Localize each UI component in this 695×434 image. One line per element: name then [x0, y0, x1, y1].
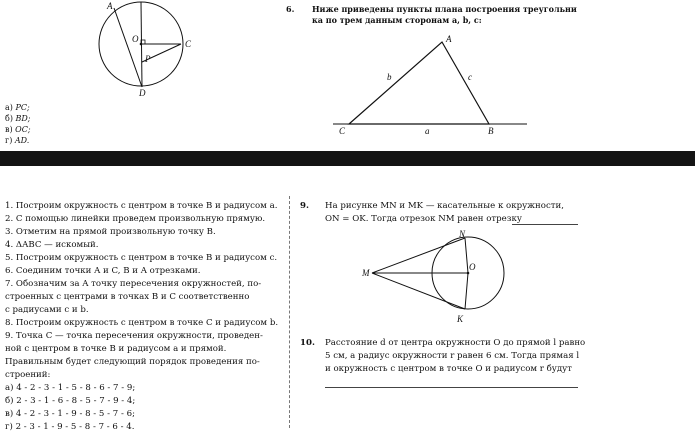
q10-number: 10.: [300, 338, 315, 348]
step-4: 4. ΔABC — искомый.: [5, 240, 99, 250]
tangent-figure: [350, 228, 540, 328]
label-n: N: [459, 229, 466, 239]
label-vertex-b: B: [488, 126, 494, 136]
radius-ok: [465, 273, 468, 309]
tangent-mn: [372, 238, 465, 273]
option-a[interactable]: а) PC;: [5, 103, 30, 112]
divider-band: [0, 151, 695, 166]
step-8: 8. Построим окружность с центром в точке C и радиусом b.: [5, 318, 279, 328]
q9-number: 9.: [300, 201, 309, 211]
step-3: 3. Отметим на прямой произвольную точку B.: [5, 227, 216, 237]
step-1: 1. Построим окружность с центром в точке B и радиусом a.: [5, 201, 278, 211]
order-option-c[interactable]: в) 4 - 2 - 3 - 1 - 9 - 8 - 5 - 7 - 6;: [5, 409, 135, 419]
option-b[interactable]: б) BD;: [5, 114, 31, 123]
label-o-center: O: [469, 262, 476, 272]
label-side-b: b: [387, 72, 392, 82]
q10-text: Расстояние d от центра окружности O до прямой l равно 5 см, а радиус окружности r равен 6 см. Тогда прямая l и окружность с центром в точке O и радиусом r будут: [325, 338, 586, 374]
step-2: 2. С помощью линейки проведем произвольную прямую.: [5, 214, 266, 224]
column-divider: [289, 196, 290, 428]
step-5: 5. Построим окружность с центром в точке B и радиусом c.: [5, 253, 278, 263]
radius-on: [465, 238, 468, 273]
step-7-cont: строенных с центрами в точках B и C соответственно: [5, 292, 250, 302]
label-k: K: [457, 314, 464, 324]
answer-options: [5, 102, 31, 146]
label-m: M: [362, 268, 370, 278]
order-option-b[interactable]: б) 2 - 3 - 1 - 6 - 8 - 5 - 7 - 9 - 4;: [5, 396, 136, 406]
label-side-a: a: [425, 126, 430, 136]
option-d[interactable]: г) AD.: [5, 136, 30, 145]
label-p: P: [145, 54, 151, 64]
construction-steps: [5, 200, 278, 434]
label-vertex-c: C: [339, 126, 346, 136]
label-vertex-a: A: [446, 34, 452, 44]
q9-text: На рисунке MN и MK — касательные к окружности, ON = OK. Тогда отрезок NM равен отрезку: [325, 201, 564, 224]
option-c[interactable]: в) OC;: [5, 125, 31, 134]
order-option-a[interactable]: а) 4 - 2 - 3 - 1 - 5 - 8 - 6 - 7 - 9;: [5, 383, 136, 393]
step-9-cont: ной с центром в точке B и радиусом a и прямой.: [5, 344, 227, 354]
step-9: 9. Точка C — точка пересечения окружности, проведен-: [5, 331, 263, 341]
q10-answer-blank[interactable]: [325, 387, 578, 388]
order-option-d[interactable]: г) 2 - 3 - 1 - 9 - 5 - 8 - 7 - 6 - 4.: [5, 422, 135, 432]
label-side-c: c: [468, 72, 472, 82]
order-prompt: Правильным будет следующий порядок проведения по-: [5, 357, 260, 367]
q6-text: Ниже приведены пункты плана построения треугольни ка по трем данным сторонам a, b, c:: [312, 4, 577, 25]
order-prompt-cont: строений:: [5, 370, 51, 380]
label-d: D: [139, 88, 146, 98]
circle-figure: [95, 0, 205, 100]
label-a: A: [107, 1, 113, 11]
step-6: 6. Соединим точки A и C, B и A отрезками.: [5, 266, 201, 276]
chord-ad: [114, 8, 142, 87]
step-7: 7. Обозначим за A точку пересечения окружностей, по-: [5, 279, 262, 289]
label-c: C: [185, 39, 192, 49]
label-o: O: [132, 34, 139, 44]
triangle-abc: [349, 42, 489, 124]
q6-number: 6.: [286, 4, 295, 14]
tangent-mk: [372, 273, 465, 309]
triangle-figure: [325, 30, 535, 140]
step-7-cont2: с радиусами c и b.: [5, 305, 89, 315]
q9-answer-blank[interactable]: [512, 224, 578, 225]
